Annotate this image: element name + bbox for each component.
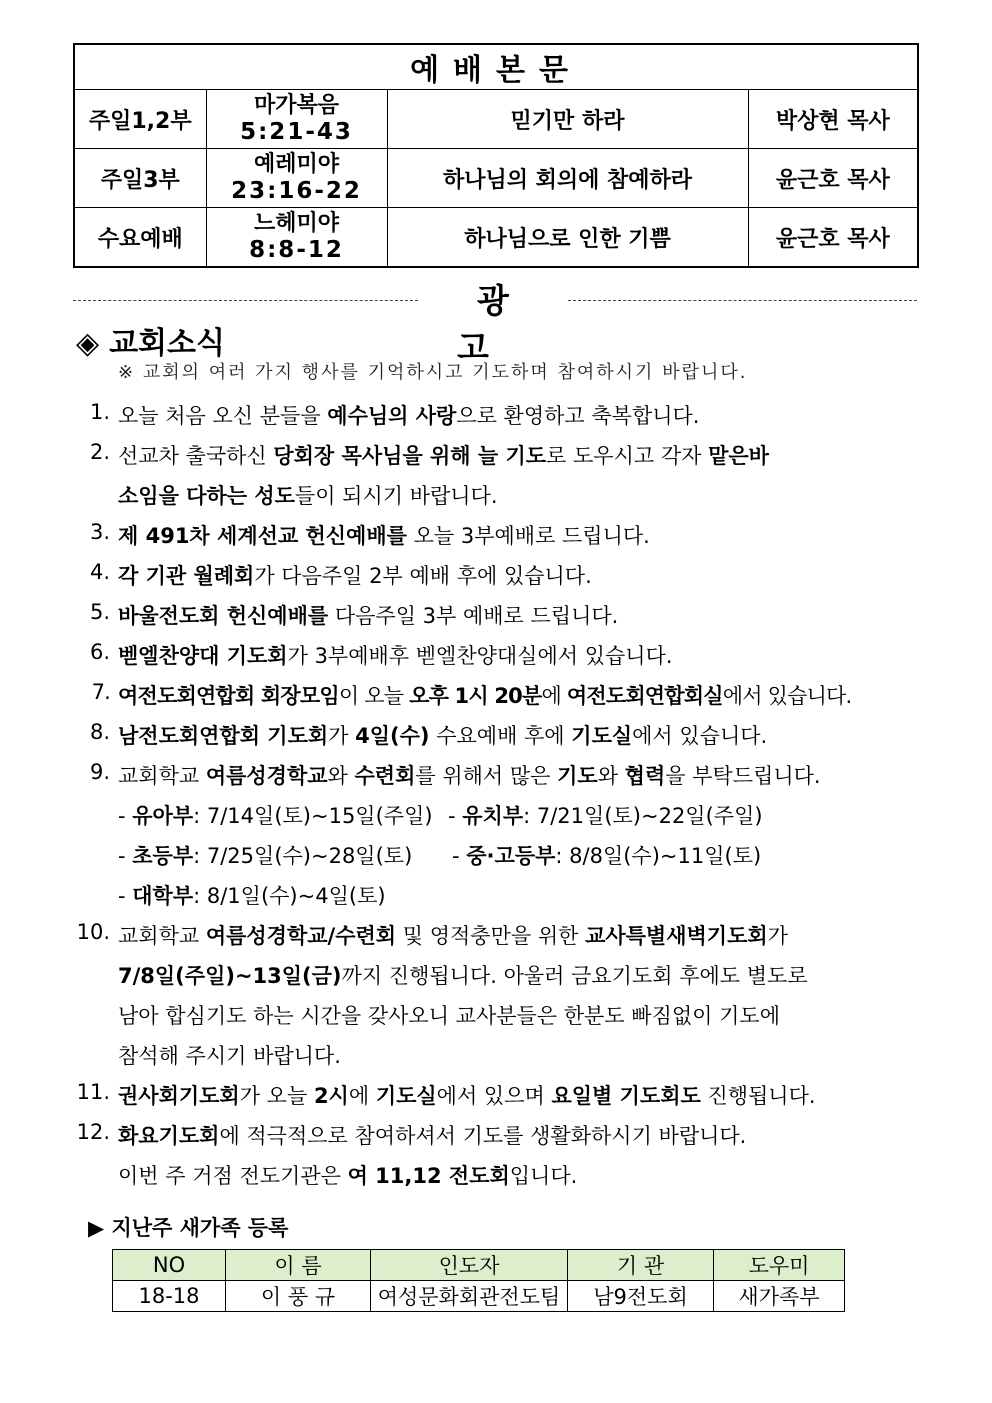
item-text: 에서 있습니다. [632,724,768,748]
camp-row [118,880,386,910]
dash: - [118,884,126,908]
column-header: 기 관 [568,1250,714,1281]
item-text: 및 영적충만을 위한 [396,924,586,948]
table-row [113,1281,845,1312]
item-number: 4. [89,560,110,584]
item-text: 수요예배 후에 [429,724,572,748]
table-header-row [113,1250,845,1281]
preacher: 윤근호 목사 [748,208,918,268]
column-header: NO [113,1250,226,1281]
camp-date: : 8/8일(수)~11일(토) [555,844,762,868]
list-item-continuation: 참석해 주시기 바랍니다. [118,1044,341,1068]
item-text: 가 오늘 [239,1084,314,1108]
item-emphasis: 각 기관 월례회 [118,564,255,588]
item-number: 12. [76,1120,110,1144]
diamond-icon: ◈ [76,326,100,361]
item-text: 와 [327,764,355,788]
item-emphasis: 2시 [313,1084,349,1108]
item-number: 5. [89,600,110,624]
table-row [74,90,918,149]
item-emphasis: 당회장 목사님을 위해 늘 기도 [273,444,547,468]
item-emphasis: 권사회기도회 [118,1084,240,1108]
column-header: 도우미 [714,1250,845,1281]
preacher: 윤근호 목사 [748,149,918,208]
new-family-table [112,1249,845,1312]
item-number: 6. [89,640,110,664]
sermon-title: 하나님으로 인한 기쁨 [387,208,748,268]
table-cell: 여성문화회관전도팀 [371,1281,568,1312]
scripture [206,149,387,208]
dash: - [118,844,126,868]
sermon-title: 하나님의 회의에 참예하라 [387,149,748,208]
camp-date: : 7/21일(토)~22일(주일) [523,804,763,828]
item-emphasis: 여전도회연합회 회장모임 [118,684,339,708]
item-text: 가 [328,724,356,748]
camp-row [118,800,433,830]
item-text: 교회학교 [118,924,206,948]
camp-row [118,840,412,870]
list-item-continuation [118,960,808,990]
service-name: 주일3부 [74,149,206,208]
scripture-ref: 8:8-12 [249,237,344,263]
item-text: 가 [767,924,788,948]
item-text: 다음주일 3부 예배로 드립니다. [328,604,619,628]
camp-row [448,800,763,830]
item-emphasis: 여 11,12 전도회 [347,1164,510,1188]
item-emphasis: 협력 [624,764,666,788]
item-text: 가 3부예배후 벧엘찬양대실에서 있습니다. [287,644,673,668]
item-text: 와 [597,764,625,788]
item-text: 에 [348,1084,376,1108]
section-title [76,318,225,362]
item-emphasis: 여름성경학교 [205,764,328,788]
item-emphasis: 기도실 [375,1084,437,1108]
scripture-book: 느헤미야 [253,211,339,236]
item-emphasis: 교사특별새벽기도회 [585,924,768,948]
preacher: 박상현 목사 [748,90,918,149]
camp-label: 유치부 [462,804,524,828]
item-text: 입니다. [509,1164,578,1188]
section-title-text: 교회소식 [109,326,225,361]
item-emphasis: 소임을 다하는 성도 [118,484,295,508]
dash: - [452,844,460,868]
scripture-ref: 5:21-43 [240,119,353,145]
dash: - [118,804,126,828]
scripture-ref: 23:16-22 [231,178,362,204]
scripture-book: 예레미야 [253,152,339,177]
item-text: 을 부탁드립니다. [665,764,821,788]
camp-label: 유아부 [132,804,194,828]
item-emphasis: 여전도회연합회실 [566,684,723,708]
item-text: 까지 진행됩니다. 아울러 금요기도회 후에도 별도로 [341,964,808,988]
camp-label: 중·고등부 [466,844,556,868]
table-cell: 남9전도회 [568,1281,714,1312]
scripture [206,208,387,268]
notice: ※ 교회의 여러 가지 행사를 기억하시고 기도하며 참여하시기 바랍니다. [118,362,748,383]
worship-title: 예배본문 [74,44,918,90]
list-item-continuation: 남아 합심기도 하는 시간을 갖사오니 교사분들은 한분도 빠짐없이 기도에 [118,1004,780,1028]
service-name: 주일1,2부 [74,90,206,149]
item-text: 교회학교 [118,764,206,788]
item-text: 진행됩니다. [700,1084,816,1108]
item-number: 2. [89,440,110,464]
item-number: 10. [76,920,110,944]
scripture [206,90,387,149]
item-emphasis: 여름성경학교/수련회 [205,924,397,948]
item-emphasis: 맡은바 [708,444,769,468]
item-text: 으로 환영하고 축복합니다. [456,404,700,428]
item-text: 이 오늘 [338,684,410,708]
item-emphasis: 7/8일(주일)~13일(금) [118,964,342,988]
item-number: 3. [89,520,110,544]
service-name: 수요예배 [74,208,206,268]
item-text: 이번 주 거점 전도기관은 [118,1164,348,1188]
item-text: 에서 있으며 [436,1084,552,1108]
item-emphasis: 제 491차 세계선교 헌신예배를 [118,524,407,548]
ad-title: 광고 [457,281,549,367]
item-emphasis: 기도실 [571,724,633,748]
item-number: 7. [91,680,110,704]
table-row [74,208,918,268]
item-emphasis: 4일(수) [355,724,430,748]
item-number: 9. [89,760,110,784]
table-cell: 이 풍 규 [226,1281,371,1312]
item-number: 11. [76,1080,110,1104]
item-text: 에 적극적으로 참여하셔서 기도를 생활화하시기 바랍니다. [219,1124,747,1148]
dash: - [448,804,456,828]
item-emphasis: 바울전도회 헌신예배를 [118,604,329,628]
item-emphasis: 벧엘찬양대 기도회 [118,644,288,668]
camp-date: : 8/1일(수)~4일(토) [193,884,386,908]
item-text: 오늘 3부예배로 드립니다. [406,524,650,548]
column-header: 이 름 [226,1250,371,1281]
sermon-title: 믿기만 하라 [387,90,748,149]
new-family-title: ▶ 지난주 새가족 등록 [88,1216,289,1240]
item-text: 로 도우시고 각자 [546,444,709,468]
item-emphasis: 오후 1시 20분 [409,684,542,708]
scripture-book: 마가복음 [253,93,339,118]
list-item-continuation [118,480,498,510]
camp-date: : 7/14일(토)~15일(주일) [193,804,433,828]
item-emphasis: 기도 [557,764,598,788]
divider [568,300,917,301]
item-text: 선교차 출국하신 [118,444,274,468]
item-number: 8. [89,720,110,744]
item-text: 에 [541,684,567,708]
item-text: 가 다음주일 2부 예배 후에 있습니다. [254,564,592,588]
item-number: 1. [89,400,110,424]
column-header: 인도자 [371,1250,568,1281]
item-text: 오늘 처음 오신 분들을 [118,404,328,428]
item-text: 를 위해서 많은 [415,764,558,788]
list-item-continuation [118,1160,577,1190]
divider [73,300,418,301]
table-cell: 18-18 [113,1281,226,1312]
item-emphasis: 화요기도회 [118,1124,220,1148]
item-emphasis: 남전도회연합회 기도회 [118,724,329,748]
item-text: 에서 있습니다. [722,684,852,708]
worship-table [73,43,919,268]
camp-label: 초등부 [132,844,194,868]
item-emphasis: 수련회 [354,764,416,788]
item-emphasis: 요일별 기도회도 [551,1084,701,1108]
table-cell: 새가족부 [714,1281,845,1312]
item-emphasis: 예수님의 사랑 [327,404,457,428]
table-row [74,149,918,208]
camp-date: : 7/25일(수)~28일(토) [193,844,413,868]
camp-row [452,840,761,870]
camp-label: 대학부 [132,884,194,908]
item-text: 들이 되시기 바랍니다. [294,484,498,508]
